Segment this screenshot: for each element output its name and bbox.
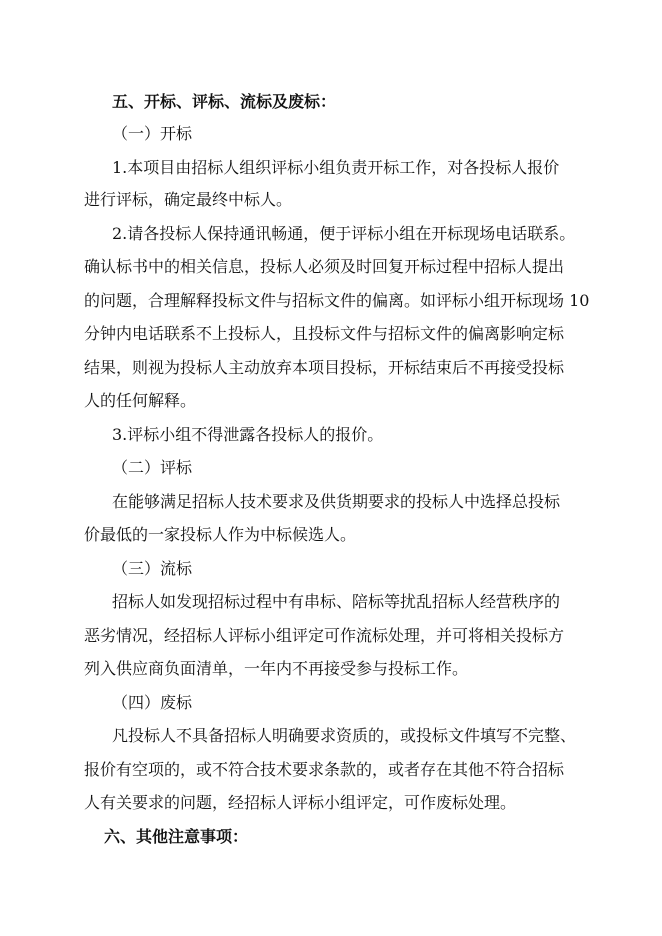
failure-line-2: 恶劣情况，经招标人评标小组评定可作流标处理，并可将相关投标方: [84, 626, 565, 645]
failure-line-1: 招标人如发现招标过程中有串标、陪标等扰乱招标人经营秩序的: [112, 592, 561, 611]
opening-item-3: 3.评标小组不得泄露各投标人的报价。: [112, 425, 384, 444]
evaluation-line-2: 价最低的一家投标人作为中标候选人。: [84, 525, 357, 544]
rejection-line-3: 人有关要求的问题，经招标人评标小组评定，可作废标处理。: [84, 793, 517, 812]
subsection-title-failure: （三）流标: [112, 559, 193, 578]
subsection-title-rejection: （四）废标: [112, 693, 193, 712]
opening-item-1-line-2: 进行评标，确定最终中标人。: [84, 190, 293, 209]
opening-item-2-line-4: 分钟内电话联系不上投标人，且投标文件与招标文件的偏离影响定标: [84, 324, 565, 343]
opening-item-2-line-1: 2.请各投标人保持通讯畅通，便于评标小组在开标现场电话联系。: [112, 224, 576, 243]
evaluation-line-1: 在能够满足招标人技术要求及供货期要求的投标人中选择总投标: [112, 492, 561, 511]
opening-item-2-line-6: 人的任何解释。: [84, 391, 197, 410]
rejection-line-2: 报价有空项的，或不符合技术要求条款的，或者存在其他不符合招标: [84, 760, 565, 779]
opening-item-2-line-3: 的问题，合理解释投标文件与招标文件的偏离。如评标小组开标现场 10: [84, 291, 590, 310]
section-heading-5: 五、开标、评标、流标及废标：: [112, 92, 337, 111]
failure-line-3: 列入供应商负面清单，一年内不再接受参与投标工作。: [84, 659, 469, 678]
opening-item-1-line-1: 1.本项目由招标人组织评标小组负责开标工作，对各投标人报价: [112, 158, 560, 177]
opening-item-2-line-5: 结果，则视为投标人主动放弃本项目投标，开标结束后不再接受投标: [84, 358, 565, 377]
section-heading-6: 六、其他注意事项：: [104, 827, 249, 846]
opening-item-2-line-2: 确认标书中的相关信息，投标人必须及时回复开标过程中招标人提出: [84, 257, 565, 276]
subsection-title-evaluation: （二）评标: [112, 458, 193, 477]
rejection-line-1: 凡投标人不具备招标人明确要求资质的，或投标文件填写不完整、: [112, 726, 577, 745]
subsection-title-opening: （一）开标: [112, 124, 193, 143]
